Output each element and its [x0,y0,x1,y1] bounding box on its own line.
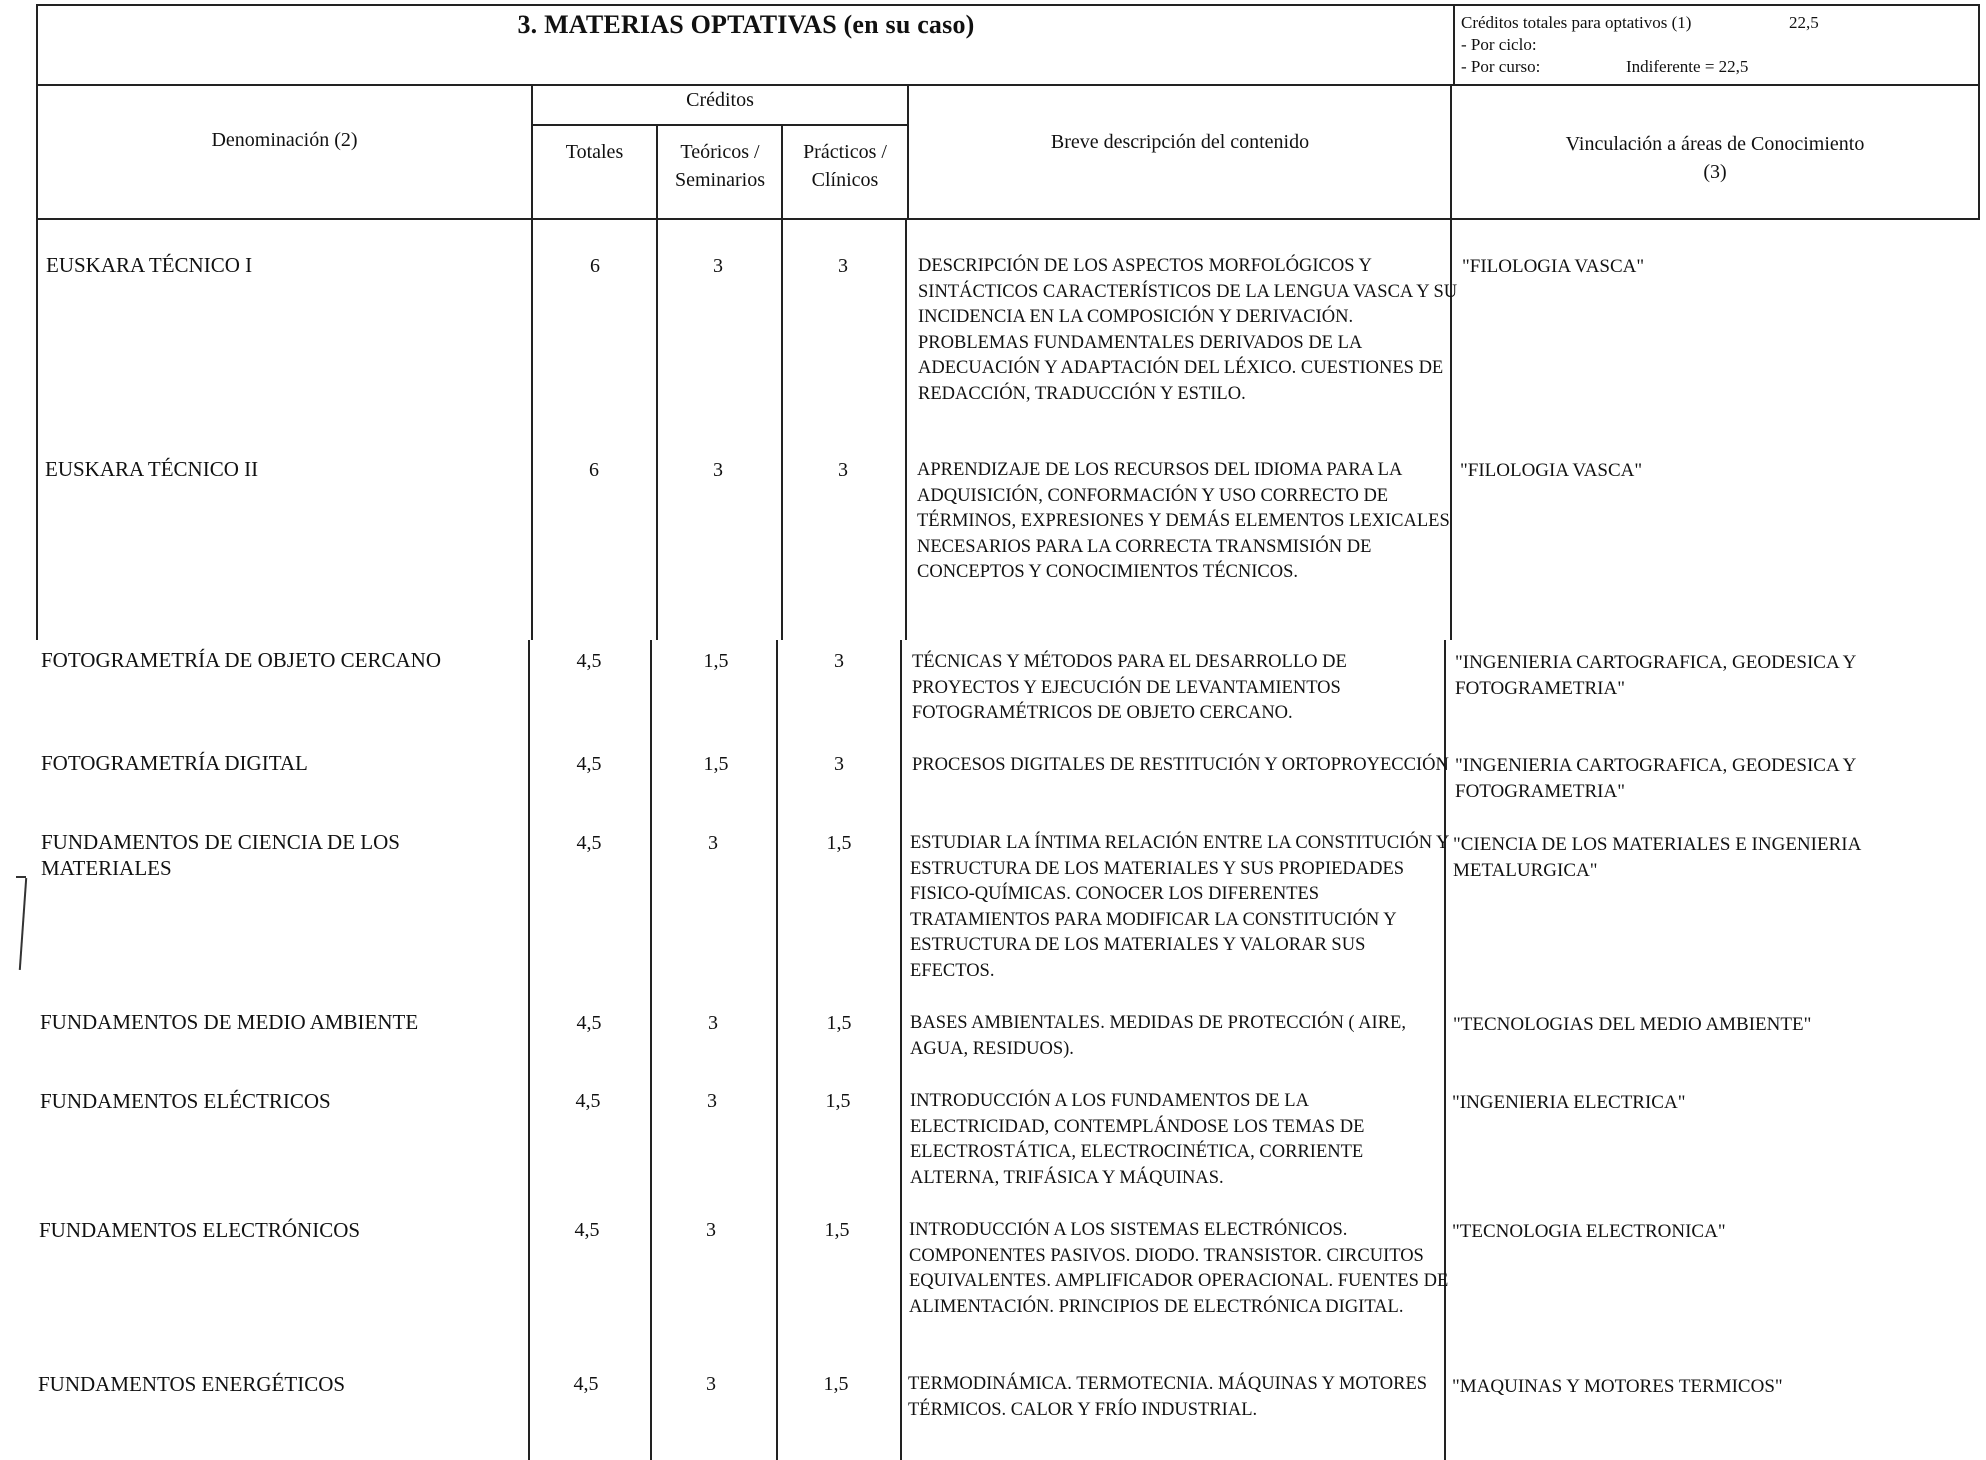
por-curso-label: - Por curso: [1461,57,1541,76]
totals-label: Créditos totales para optativos (1) [1461,13,1692,32]
row-description: INTRODUCCIÓN A LOS FUNDAMENTOS DE LA ELECTRICIDAD, CONTEMPLÁNDOSE LOS TEMAS DE ELECTROSTÁTICA, ELECTROCINÉTICA, CORRIENTE ALTERNA, TRIFÁSICA Y MÁQUINAS. [910,1091,1365,1188]
row-description: PROCESOS DIGITALES DE RESTITUCIÓN Y ORTOPROYECCIÓN [912,755,1449,775]
row-description: TÉCNICAS Y MÉTODOS PARA EL DESARROLLO DE PROYECTOS Y EJECUCIÓN DE LEVANTAMIENTOS FOTOGRAMÉTRICOS DE OBJETO CERCANO. [912,652,1347,723]
row-teoricos: 1,5 [703,650,729,672]
body-col-line [781,220,783,640]
row-totales: 4,5 [573,1373,599,1395]
row-totales: 4,5 [575,1090,601,1112]
row-practicos: 3 [838,459,848,481]
row-totales: 4,5 [576,753,602,775]
row-practicos: 3 [838,255,848,277]
body-col-line [656,220,658,640]
header-denominacion: Denominación (2) [211,129,358,151]
row-description: ESTUDIAR LA ÍNTIMA RELACIÓN ENTRE LA CONSTITUCIÓN Y ESTRUCTURA DE LOS MATERIALES Y SUS PROPIEDADES FISICO-QUÍMICAS. CONOCER LOS DIFERENTES TRATAMIENTOS PARA MODIFICAR LA CONSTITUCIÓN Y ESTRUCTURA DE LOS MATERIALES Y VALORAR SUS EFECTOS. [910,833,1449,981]
body-col-line [531,220,533,640]
row-practicos: 1,5 [825,1090,851,1112]
row-area: "INGENIERIA ELECTRICA" [1452,1092,1686,1113]
por-ciclo-label: - Por ciclo: [1461,35,1537,54]
row-area: "FILOLOGIA VASCA" [1460,460,1643,481]
row-teoricos: 3 [713,255,723,277]
row-teoricos: 3 [706,1219,716,1241]
row-totales: 4,5 [576,650,602,672]
row-totales: 4,5 [576,832,602,854]
header-practicos: Prácticos / Clínicos [803,141,887,191]
row-name: FUNDAMENTOS ELECTRÓNICOS [39,1218,361,1242]
header-totales: Totales [565,141,624,163]
row-description: TERMODINÁMICA. TERMOTECNIA. MÁQUINAS Y MOTORES TÉRMICOS. CALOR Y FRÍO INDUSTRIAL. [908,1374,1428,1420]
totals-value: 22,5 [1789,13,1819,32]
body-col-line [900,640,902,1460]
row-teoricos: 3 [708,1012,718,1034]
row-totales: 4,5 [576,1012,602,1034]
row-area: "INGENIERIA CARTOGRAFICA, GEODESICA Y FOTOGRAMETRIA" [1455,652,1856,699]
page-title: 3. MATERIAS OPTATIVAS (en su caso) [517,10,975,39]
creditos-underline [531,124,909,126]
row-practicos: 3 [834,650,844,672]
row-name: EUSKARA TÉCNICO II [45,457,259,481]
col-divider [1450,84,1452,220]
row-name: EUSKARA TÉCNICO I [46,253,253,277]
row-area: "TECNOLOGIAS DEL MEDIO AMBIENTE" [1453,1014,1812,1035]
row-area: "CIENCIA DE LOS MATERIALES E INGENIERIA METALURGICA" [1453,834,1861,881]
credit-totals [1461,12,1819,78]
row-practicos: 1,5 [826,1012,852,1034]
row-area: "FILOLOGIA VASCA" [1462,256,1645,277]
row-practicos: 3 [834,753,844,775]
row-totales: 4,5 [574,1219,600,1241]
row-teoricos: 3 [713,459,723,481]
body-col-line [776,640,778,1460]
row-description: DESCRIPCIÓN DE LOS ASPECTOS MORFOLÓGICOS Y SINTÁCTICOS CARACTERÍSTICOS DE LA LENGUA VASCA Y SU INCIDENCIA EN LA COMPOSICIÓN Y DERIVACIÓN. PROBLEMAS FUNDAMENTALES DERIVADOS DE LA ADECUACIÓN Y ADAPTACIÓN DEL LÉXICO. CUESTIONES DE REDACCIÓN, TRADUCCIÓN Y ESTILO. [918,256,1458,404]
col-divider [907,84,909,220]
header-descripcion: Breve descripción del contenido [1050,131,1310,153]
row-practicos: 1,5 [823,1373,849,1395]
row-totales: 6 [590,255,600,277]
row-practicos: 1,5 [824,1219,850,1241]
header-teoricos: Teóricos / Seminarios [675,141,765,191]
row-teoricos: 3 [707,1090,717,1112]
body-col-line [650,640,652,1460]
row-totales: 6 [589,459,599,481]
row-name: FUNDAMENTOS DE MEDIO AMBIENTE [40,1010,419,1034]
row-practicos: 1,5 [826,832,852,854]
row-name: FUNDAMENTOS ENERGÉTICOS [38,1372,346,1396]
header-vinculacion: Vinculación a áreas de Conocimiento (3) [1565,133,1865,183]
row-area: "MAQUINAS Y MOTORES TERMICOS" [1452,1376,1783,1397]
body-col-line [528,640,530,1460]
margin-mark [19,878,27,970]
col-divider [781,124,783,220]
row-area: "INGENIERIA CARTOGRAFICA, GEODESICA Y FOTOGRAMETRIA" [1455,755,1856,802]
row-description: INTRODUCCIÓN A LOS SISTEMAS ELECTRÓNICOS. COMPONENTES PASIVOS. DIODO. TRANSISTOR. CIRCUITOS EQUIVALENTES. AMPLIFICADOR OPERACIONAL. FUENTES DE ALIMENTACIÓN. PRINCIPIOS DE ELECTRÓNICA DIGITAL. [909,1220,1449,1317]
row-teoricos: 3 [706,1373,716,1395]
margin-tick [16,876,26,878]
row-name: FUNDAMENTOS ELÉCTRICOS [40,1089,331,1113]
body-col-line [905,220,907,640]
row-area: "TECNOLOGIA ELECTRONICA" [1452,1221,1726,1242]
col-divider [656,124,658,220]
por-curso-value: Indiferente = 22,5 [1626,57,1749,76]
row-teoricos: 3 [708,832,718,854]
row-description: APRENDIZAJE DE LOS RECURSOS DEL IDIOMA PARA LA ADQUISICIÓN, CONFORMACIÓN Y USO CORRECTO DE TÉRMINOS, EXPRESIONES Y DEMÁS ELEMENTOS LEXICALES NECESARIOS PARA LA CORRECTA TRANSMISIÓN DE CONCEPTOS Y CONOCIMIENTOS TÉCNICOS. [917,460,1450,582]
row-description: BASES AMBIENTALES. MEDIDAS DE PROTECCIÓN ( AIRE, AGUA, RESIDUOS). [910,1013,1406,1059]
row-teoricos: 1,5 [703,753,729,775]
body-col-line [36,220,38,640]
row-name: FOTOGRAMETRÍA DIGITAL [41,751,308,775]
row-name: FUNDAMENTOS DE CIENCIA DE LOS MATERIALES [41,830,400,880]
row-name: FOTOGRAMETRÍA DE OBJETO CERCANO [41,648,442,672]
header-creditos: Créditos [686,89,754,111]
